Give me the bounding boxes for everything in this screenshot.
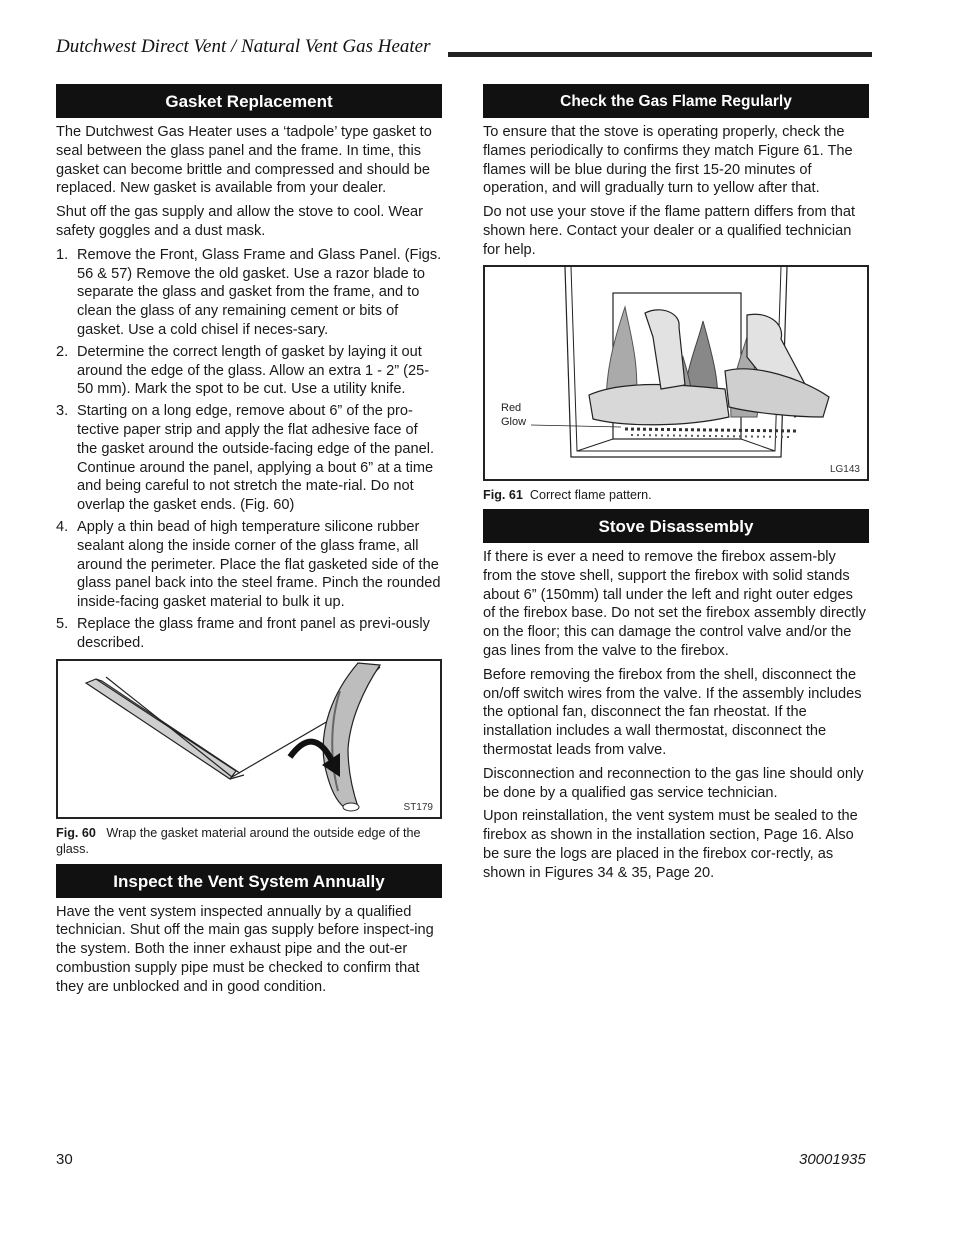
flame-paragraph-1: To ensure that the stove is operating properly, check the flames periodically to confirms they match Figure 61. The flames will be blue during the first 15-20 minutes of operation, and will gradually turn to yellow after that.	[483, 124, 853, 197]
red-glow-label-line-1: Red	[501, 401, 522, 414]
gasket-safety-paragraph: Shut off the gas supply and allow the stove to cool. Wear safety goggles and a dust mask.	[56, 204, 423, 239]
list-item-number: 3.	[56, 403, 69, 420]
section-heading-flame: Check the Gas Flame Regularly	[483, 84, 869, 118]
list-item	[56, 518, 442, 612]
section-heading-gasket: Gasket Replacement	[56, 84, 442, 118]
figure-caption-text: Correct flame pattern.	[529, 487, 652, 502]
document-number: 30001935	[799, 1151, 866, 1168]
list-item-number: 5.	[56, 615, 69, 632]
disassembly-paragraph-4: Upon reinstallation, the vent system must be sealed to the firebox as shown in the installation section, Page 16. Also be sure the logs are placed in the firebox cor-rectly, as shown in Figures 34 & 35, Page 20.	[483, 808, 858, 881]
disassembly-paragraph-1: If there is ever a need to remove the firebox assem-bly from the stove shell, support the firebox with solid stands about 6” (150mm) tall under the left and right outer edges of the firebox base. Do not set the firebox assembly directly on the floor; this can damage the control valve and/or the gas lines from the valve to the firebox.	[483, 549, 866, 660]
section-heading-disassembly: Stove Disassembly	[483, 509, 869, 543]
list-item-text: Starting on a long edge, remove about 6” of the pro-tective paper strip and apply the flat adhesive face of the gasket around the outside-facing edge of the panel. Continue around the panel, applying a bout 6” at a time and being careful to not stretch the mate-rial. Do not overlap the gasket ends. (Fig. 60)	[77, 403, 434, 514]
gasket-steps-list	[56, 246, 442, 653]
figure-caption-text: Wrap the gasket material around the outside edge of the glass.	[56, 825, 421, 857]
header-rule	[448, 52, 872, 57]
left-column	[56, 84, 442, 1002]
section-heading-vent: Inspect the Vent System Annually	[56, 864, 442, 898]
right-column	[483, 84, 869, 888]
figure-tag: LG143	[829, 463, 860, 475]
list-item-text: Remove the Front, Glass Frame and Glass Panel. (Figs. 56 & 57) Remove the old gasket. Use a razor blade to separate the glass and gasket from the frame, and to clean the glass of any remaining cement or bits of gasket. Use a cold chisel if neces-sary.	[77, 246, 442, 338]
figure-60-gasket-illustration	[56, 659, 442, 819]
red-glow-label-line-2: Glow	[501, 415, 527, 428]
list-item	[56, 615, 442, 653]
list-item-number: 1.	[56, 246, 69, 263]
figure-label: Fig. 61	[483, 487, 523, 502]
figure-tag: ST179	[403, 801, 433, 813]
disassembly-paragraph-3: Disconnection and reconnection to the gas line should only be done by a qualified gas service technician.	[483, 765, 864, 801]
list-item-text: Apply a thin bead of high temperature silicone rubber sealant along the inside corner of the glass frame, all around the perimeter. Place the flat gasketed side of the glass panel back into the steel frame. Pinch the rounded inside-facing gasket material to bulk it up.	[77, 518, 441, 611]
page-number: 30	[56, 1151, 73, 1168]
disassembly-paragraph-2: Before removing the firebox from the shell, disconnect the on/off switch wires from the valve. If the assembly includes the optional fan, disconnect the fan rheostat. If the installation includes a wall thermostat, disconnect the thermostat leads from valve.	[483, 666, 862, 759]
flame-drawing	[485, 267, 867, 479]
figure-61-caption	[483, 487, 869, 504]
list-item-number: 4.	[56, 518, 69, 535]
figure-60-caption	[56, 825, 442, 858]
list-item	[56, 343, 442, 399]
figure-label: Fig. 60	[56, 825, 96, 840]
list-item	[56, 402, 442, 515]
list-item-number: 2.	[56, 343, 69, 360]
gasket-drawing	[58, 661, 440, 817]
list-item	[56, 246, 442, 340]
flame-paragraph-2: Do not use your stove if the flame pattern differs from that shown here. Contact your dealer or a qualified technician for help.	[483, 204, 856, 258]
running-header-title: Dutchwest Direct Vent / Natural Vent Gas Heater	[56, 36, 431, 57]
vent-paragraph: Have the vent system inspected annually by a qualified technician. Shut off the main gas supply before inspect-ing the system. Both the inner exhaust pipe and the out-er combustion supply pipe must be checked to confirm that they are unblocked and in good condition.	[56, 903, 434, 995]
gasket-intro-paragraph: The Dutchwest Gas Heater uses a ‘tadpole’ type gasket to seal between the glass panel and the frame. In time, this gasket can become brittle and compressed and should be replaced. New gasket is available from your dealer.	[56, 124, 432, 197]
list-item-text: Replace the glass frame and front panel as previ-ously described.	[77, 615, 430, 651]
figure-61-flame-illustration	[483, 265, 869, 481]
list-item-text: Determine the correct length of gasket by laying it out around the edge of the glass. Allow an extra 1 - 2” (25-50 mm). Mark the spot to be cut. Use a utility knife.	[77, 343, 430, 398]
